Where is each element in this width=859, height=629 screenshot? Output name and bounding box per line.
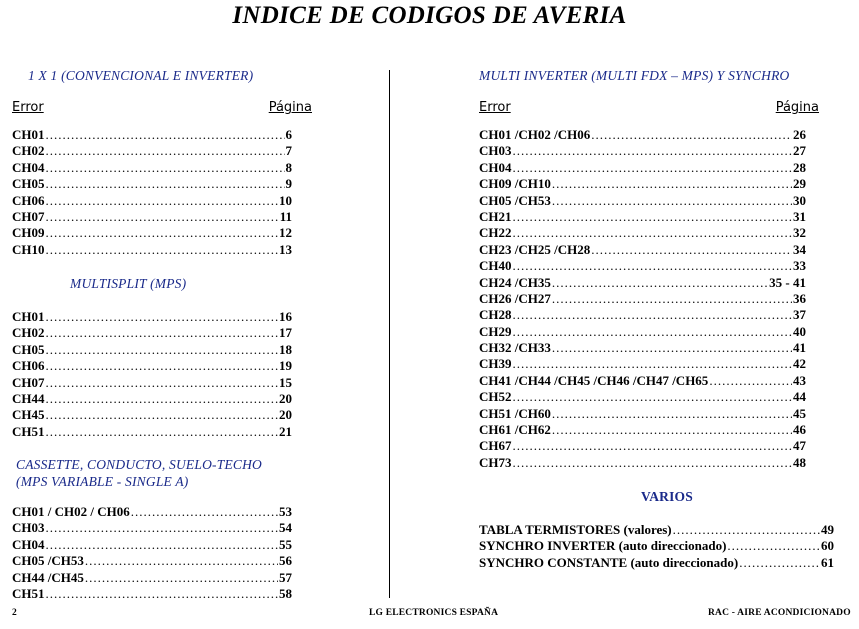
footer-page-number: 2 <box>12 608 17 618</box>
page-number: 9 <box>285 176 292 192</box>
error-code: CH05 <box>12 341 45 357</box>
table-row <box>479 258 806 274</box>
page-number: 20 <box>279 407 292 423</box>
section-title: MULTISPLIT (MPS) <box>70 276 187 291</box>
page-number: 21 <box>279 423 292 439</box>
page-number: 6 <box>285 127 292 142</box>
error-code: CH51 <box>12 423 45 439</box>
page-number: 60 <box>821 538 834 554</box>
error-code: CH40 <box>479 258 512 274</box>
dot-leader <box>591 127 792 143</box>
table-row <box>479 242 806 258</box>
dot-leader <box>709 373 792 389</box>
page-number: 61 <box>821 554 834 570</box>
error-code: CH02 <box>12 325 45 341</box>
error-code: CH03 <box>479 143 512 159</box>
error-code: CH61 /CH62 <box>479 422 551 438</box>
dot-leader <box>552 193 792 209</box>
table-row <box>12 127 292 143</box>
error-code: CH67 <box>479 438 512 454</box>
table-row <box>479 193 806 209</box>
error-code: CH07 <box>12 374 45 390</box>
error-code: CH51 /CH60 <box>479 405 551 421</box>
page-number: 57 <box>279 569 292 585</box>
section-title: VARIOS <box>641 489 693 504</box>
dot-leader <box>46 193 279 209</box>
page-number: 43 <box>793 372 806 388</box>
table-row <box>479 538 834 554</box>
table-row <box>12 193 292 209</box>
error-code: CH73 <box>479 454 512 470</box>
page-number: 49 <box>821 522 834 537</box>
page-number: 20 <box>279 390 292 406</box>
dot-leader <box>673 522 820 538</box>
header-error: Error <box>479 100 511 115</box>
section-multisplit <box>12 275 312 440</box>
page-number: 30 <box>793 192 806 208</box>
error-code: CH05 /CH53 <box>12 553 84 569</box>
dot-leader <box>727 538 820 554</box>
table-row <box>12 391 292 407</box>
error-code: CH44 /CH45 <box>12 569 84 585</box>
page-number: 7 <box>285 143 292 159</box>
table-row <box>479 522 834 538</box>
table-row <box>479 438 806 454</box>
page-number: 26 <box>793 127 806 142</box>
dot-leader <box>552 422 792 438</box>
section-title-line1: CASSETTE, CONDUCTO, SUELO-TECHO <box>16 457 262 472</box>
page-number: 55 <box>279 536 292 552</box>
dot-leader <box>46 424 279 440</box>
table-row <box>479 455 806 471</box>
error-code: CH05 <box>12 176 45 192</box>
section-title: 1 X 1 (CONVENCIONAL E INVERTER) <box>28 68 254 83</box>
error-list <box>12 504 292 602</box>
dot-leader <box>739 555 820 571</box>
section-varios <box>479 488 835 571</box>
dot-leader <box>513 225 793 241</box>
error-code: CH07 <box>12 208 45 224</box>
error-code: SYNCHRO CONSTANTE (auto direccionado) <box>479 554 739 570</box>
dot-leader <box>85 553 278 569</box>
table-row <box>479 373 806 389</box>
error-code: CH52 <box>479 389 512 405</box>
error-code: CH02 <box>12 143 45 159</box>
page-number: 10 <box>279 192 292 208</box>
page-number: 53 <box>279 504 292 519</box>
section-cassette-conducto <box>12 456 312 602</box>
dot-leader <box>552 275 768 291</box>
section-convencional-inverter <box>12 67 312 258</box>
table-row <box>12 504 292 520</box>
dot-leader <box>46 143 285 159</box>
error-code: CH21 <box>479 208 512 224</box>
footer-company: LG ELECTRONICS ESPAÑA <box>369 608 499 618</box>
header-page: Página <box>268 100 312 115</box>
page-number: 32 <box>793 225 806 241</box>
dot-leader <box>46 176 285 192</box>
table-row <box>479 555 834 571</box>
page-number: 28 <box>793 159 806 175</box>
error-code: CH04 <box>479 159 512 175</box>
table-row <box>479 406 806 422</box>
error-code: CH09 /CH10 <box>479 176 551 192</box>
table-row <box>479 209 806 225</box>
error-code: CH04 <box>12 159 45 175</box>
table-row <box>479 307 806 323</box>
page-number: 42 <box>793 356 806 372</box>
page-number: 41 <box>793 340 806 356</box>
table-row <box>12 553 292 569</box>
dot-leader <box>513 389 793 405</box>
page-number: 31 <box>793 208 806 224</box>
table-row <box>12 570 292 586</box>
page-number: 58 <box>279 585 292 601</box>
page-number: 12 <box>279 225 292 241</box>
dot-leader <box>46 209 279 225</box>
page-number: 44 <box>793 389 806 405</box>
error-code: CH24 /CH35 <box>479 274 551 290</box>
table-row <box>479 356 806 372</box>
page-number: 16 <box>279 309 292 324</box>
error-code: CH39 <box>479 356 512 372</box>
table-row <box>12 424 292 440</box>
error-code: CH23 /CH25 /CH28 <box>479 241 591 257</box>
page-number: 13 <box>279 241 292 257</box>
table-row <box>12 209 292 225</box>
dot-leader <box>552 291 792 307</box>
page-number: 29 <box>793 176 806 192</box>
table-row <box>12 242 292 258</box>
dot-leader <box>513 143 793 159</box>
table-row <box>12 309 292 325</box>
table-row <box>479 143 806 159</box>
dot-leader <box>46 127 285 143</box>
dot-leader <box>591 242 792 258</box>
table-row <box>479 340 806 356</box>
error-list <box>479 127 806 471</box>
error-code: CH32 /CH33 <box>479 340 551 356</box>
page-number: 19 <box>279 358 292 374</box>
table-row <box>479 160 806 176</box>
page-number: 34 <box>793 241 806 257</box>
page-number: 17 <box>279 325 292 341</box>
dot-leader <box>131 504 278 520</box>
page-number: 18 <box>279 341 292 357</box>
dot-leader <box>513 307 793 323</box>
error-code: CH41 /CH44 /CH45 /CH46 /CH47 /CH65 <box>479 372 709 388</box>
error-list <box>479 522 834 571</box>
dot-leader <box>46 586 279 602</box>
page-number: 15 <box>279 374 292 390</box>
page-title: INDICE DE CODIGOS DE AVERIA <box>232 2 627 29</box>
error-code: CH04 <box>12 536 45 552</box>
error-code: CH06 <box>12 192 45 208</box>
dot-leader <box>513 324 793 340</box>
dot-leader <box>46 160 285 176</box>
error-code: CH28 <box>479 307 512 323</box>
dot-leader <box>46 520 279 536</box>
header-error: Error <box>12 100 44 115</box>
dot-leader <box>46 325 279 341</box>
table-row <box>479 422 806 438</box>
footer-department: RAC - AIRE ACONDICIONADO <box>708 608 851 618</box>
header-page: Página <box>775 100 819 115</box>
error-code: CH03 <box>12 520 45 536</box>
page-number: 47 <box>793 438 806 454</box>
table-row <box>12 407 292 423</box>
dot-leader <box>513 438 793 454</box>
column-divider <box>389 70 390 598</box>
dot-leader <box>513 258 793 274</box>
dot-leader <box>46 391 279 407</box>
page-number: 35 - 41 <box>769 274 806 290</box>
page-number: 40 <box>793 323 806 339</box>
page-number: 27 <box>793 143 806 159</box>
table-row <box>12 225 292 241</box>
table-row <box>479 275 806 291</box>
page-number: 45 <box>793 405 806 421</box>
error-code: CH09 <box>12 225 45 241</box>
table-row <box>12 176 292 192</box>
dot-leader <box>46 537 279 553</box>
dot-leader <box>46 309 279 325</box>
error-code: CH22 <box>479 225 512 241</box>
error-code: CH01 /CH02 /CH06 <box>479 127 591 142</box>
dot-leader <box>552 406 792 422</box>
page-number: 36 <box>793 290 806 306</box>
table-row <box>12 143 292 159</box>
error-list <box>12 309 292 440</box>
page-number: 48 <box>793 454 806 470</box>
error-code: CH01 <box>12 309 45 324</box>
dot-leader <box>46 358 279 374</box>
dot-leader <box>46 225 279 241</box>
table-row <box>12 375 292 391</box>
error-code: CH01 / CH02 / CH06 <box>12 504 130 519</box>
error-code: CH29 <box>479 323 512 339</box>
section-title-line2: (MPS VARIABLE - SINGLE A) <box>16 474 189 489</box>
dot-leader <box>552 176 792 192</box>
dot-leader <box>513 356 793 372</box>
dot-leader <box>85 570 278 586</box>
page-number: 11 <box>279 208 292 224</box>
column-headers <box>12 100 312 116</box>
table-row <box>479 127 806 143</box>
error-list <box>12 127 292 258</box>
dot-leader <box>513 455 793 471</box>
error-code: CH44 <box>12 390 45 406</box>
table-row <box>12 537 292 553</box>
page-number: 8 <box>285 159 292 175</box>
error-code: CH51 <box>12 585 45 601</box>
dot-leader <box>46 342 279 358</box>
section-multi-inverter <box>479 67 835 471</box>
page-number: 56 <box>279 553 292 569</box>
table-row <box>479 389 806 405</box>
error-code: CH45 <box>12 407 45 423</box>
dot-leader <box>46 407 279 423</box>
error-code: CH05 /CH53 <box>479 192 551 208</box>
page-number: 33 <box>793 258 806 274</box>
page-number: 37 <box>793 307 806 323</box>
error-code: CH10 <box>12 241 45 257</box>
table-row <box>12 358 292 374</box>
table-row <box>479 324 806 340</box>
error-code: TABLA TERMISTORES (valores) <box>479 522 672 537</box>
dot-leader <box>552 340 792 356</box>
table-row <box>12 520 292 536</box>
dot-leader <box>513 160 793 176</box>
column-headers <box>479 100 819 116</box>
table-row <box>12 342 292 358</box>
table-row <box>12 325 292 341</box>
error-code: SYNCHRO INVERTER (auto direccionado) <box>479 538 727 554</box>
dot-leader <box>513 209 793 225</box>
section-title: MULTI INVERTER (MULTI FDX – MPS) Y SYNCHRO <box>479 68 790 83</box>
table-row <box>12 586 292 602</box>
error-code: CH26 /CH27 <box>479 290 551 306</box>
page-number: 46 <box>793 422 806 438</box>
error-code: CH01 <box>12 127 45 142</box>
table-row <box>479 225 806 241</box>
error-code: CH06 <box>12 358 45 374</box>
dot-leader <box>46 375 279 391</box>
table-row <box>12 160 292 176</box>
page-number: 54 <box>279 520 292 536</box>
dot-leader <box>46 242 279 258</box>
table-row <box>479 291 806 307</box>
table-row <box>479 176 806 192</box>
